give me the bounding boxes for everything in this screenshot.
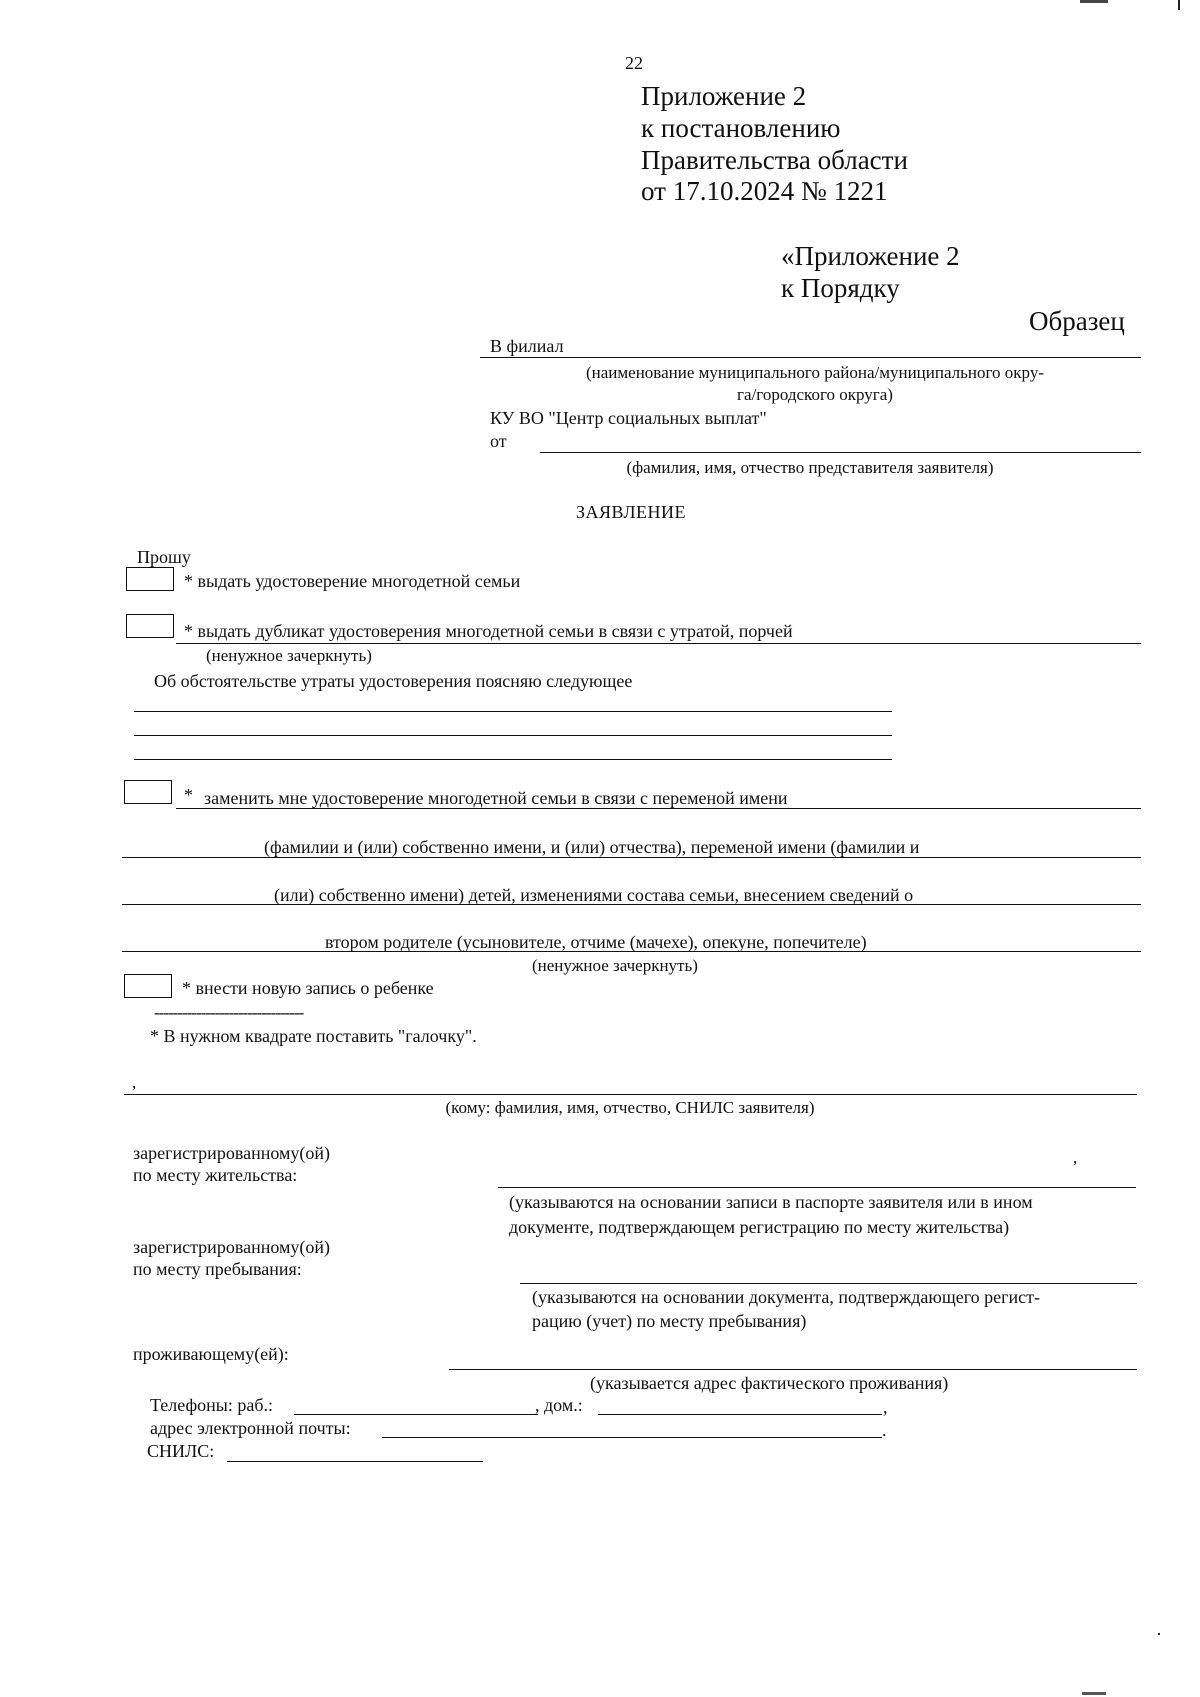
- replace-hint: (ненужное зачеркнуть): [532, 956, 698, 975]
- checkbox-new-child[interactable]: [124, 974, 172, 998]
- scan-mark-top: [1080, 0, 1108, 3]
- branch-line: [480, 357, 1141, 358]
- org-name: КУ ВО "Центр социальных выплат": [490, 408, 767, 428]
- phone-work-line: [294, 1414, 538, 1415]
- header-to-decree: к постановлению: [641, 113, 841, 143]
- phone-home-end: ,: [883, 1397, 888, 1417]
- option-duplicate: * выдать дубликат удостоверения многодетной семьи в связи с утратой, порчей: [184, 621, 793, 641]
- snils-line: [227, 1461, 483, 1462]
- checkbox-issue[interactable]: [126, 567, 174, 591]
- footnote-separator: --------------------------------: [154, 1003, 304, 1022]
- subheader-to-order: к Порядку: [781, 273, 900, 303]
- replace-star: *: [184, 785, 193, 805]
- stay-line: [520, 1283, 1137, 1284]
- sample-label: Образец: [1029, 306, 1125, 336]
- replace-line-3: [122, 904, 1141, 905]
- stay-hint-2: рацию (учет) по месту пребывания): [532, 1311, 807, 1331]
- snils-label: СНИЛС:: [147, 1441, 215, 1461]
- header-government: Правительства области: [641, 145, 908, 175]
- to-whom-hint: (кому: фамилия, имя, отчество, СНИЛС заявителя): [445, 1098, 815, 1117]
- living-label: проживающему(ей):: [133, 1344, 289, 1364]
- option-issue: * выдать удостоверение многодетной семьи: [184, 571, 521, 591]
- residence-line: [498, 1187, 1136, 1188]
- footnote: * В нужном квадрате поставить "галочку".: [150, 1026, 477, 1046]
- loss-line-2: [134, 735, 892, 736]
- from-hint: (фамилия, имя, отчество представителя заявителя): [626, 458, 994, 477]
- scan-dot-bottom: [1158, 1633, 1160, 1635]
- document-title: ЗАЯВЛЕНИЕ: [576, 502, 687, 522]
- branch-hint-1: (наименование муниципального района/муниципального окру-: [586, 363, 1044, 382]
- phone-home-label: , дом.:: [535, 1395, 583, 1415]
- replace-line-3-text: (или) собственно имени) детей, изменениями состава семьи, внесением сведений о: [274, 885, 914, 905]
- from-label: от: [490, 431, 507, 451]
- replace-line-2: [122, 857, 1141, 858]
- checkbox-replace[interactable]: [124, 780, 172, 804]
- header-appendix: Приложение 2: [641, 81, 807, 111]
- stay-label-1: зарегистрированному(ой): [133, 1237, 330, 1257]
- subheader-appendix: «Приложение 2: [781, 241, 960, 271]
- phones-label: Телефоны: раб.:: [150, 1395, 274, 1415]
- stay-hint-1: (указываются на основании документа, подтверждающего регист-: [532, 1287, 1041, 1307]
- replace-line-1: [176, 808, 1141, 809]
- living-hint: (указывается адрес фактического проживания): [590, 1373, 949, 1393]
- checkbox-duplicate[interactable]: [126, 614, 174, 638]
- scan-mark-right: [1178, 0, 1180, 10]
- option-replace: заменить мне удостоверение многодетной семьи в связи с переменой имени: [204, 788, 788, 808]
- request-label: Прошу: [137, 547, 191, 567]
- duplicate-line: [176, 643, 1141, 644]
- loss-line-1: [134, 711, 892, 712]
- replace-line-4-text: втором родителе (усыновителе, отчиме (мачехе), опекуне, попечителе): [325, 932, 867, 952]
- email-label: адрес электронной почты:: [150, 1418, 351, 1438]
- to-whom-line: [124, 1094, 1137, 1095]
- phone-home-line: [598, 1414, 882, 1415]
- comma-mark: ,: [132, 1073, 137, 1092]
- replace-line-2-text: (фамилии и (или) собственно имени, и (или) отчества), переменой имени (фамилии и: [264, 837, 920, 857]
- email-line: [382, 1437, 882, 1438]
- residence-hint-1: (указываются на основании записи в паспорте заявителя или в ином: [509, 1192, 1033, 1212]
- residence-comma: ,: [1073, 1148, 1078, 1167]
- header-date-number: от 17.10.2024 № 1221: [641, 176, 888, 206]
- residence-label-2: по месту жительства:: [133, 1165, 298, 1185]
- branch-label: В филиал: [490, 336, 564, 356]
- from-line: [540, 452, 1141, 453]
- email-end: .: [882, 1420, 887, 1440]
- living-line: [449, 1369, 1137, 1370]
- replace-line-4: [122, 951, 1141, 952]
- residence-label-1: зарегистрированному(ой): [133, 1143, 330, 1163]
- duplicate-hint: (ненужное зачеркнуть): [206, 646, 372, 665]
- stay-label-2: по месту пребывания:: [133, 1259, 302, 1279]
- loss-line-3: [134, 759, 892, 760]
- residence-hint-2: документе, подтверждающем регистрацию по месту жительства): [509, 1217, 1010, 1237]
- scan-mark-bottom: [1082, 1692, 1106, 1695]
- branch-hint-2: га/городского округа): [737, 385, 893, 404]
- loss-explanation-label: Об обстоятельстве утраты удостоверения поясняю следующее: [154, 671, 633, 691]
- option-new-child: * внести новую запись о ребенке: [182, 978, 434, 998]
- page-number: 22: [625, 53, 643, 73]
